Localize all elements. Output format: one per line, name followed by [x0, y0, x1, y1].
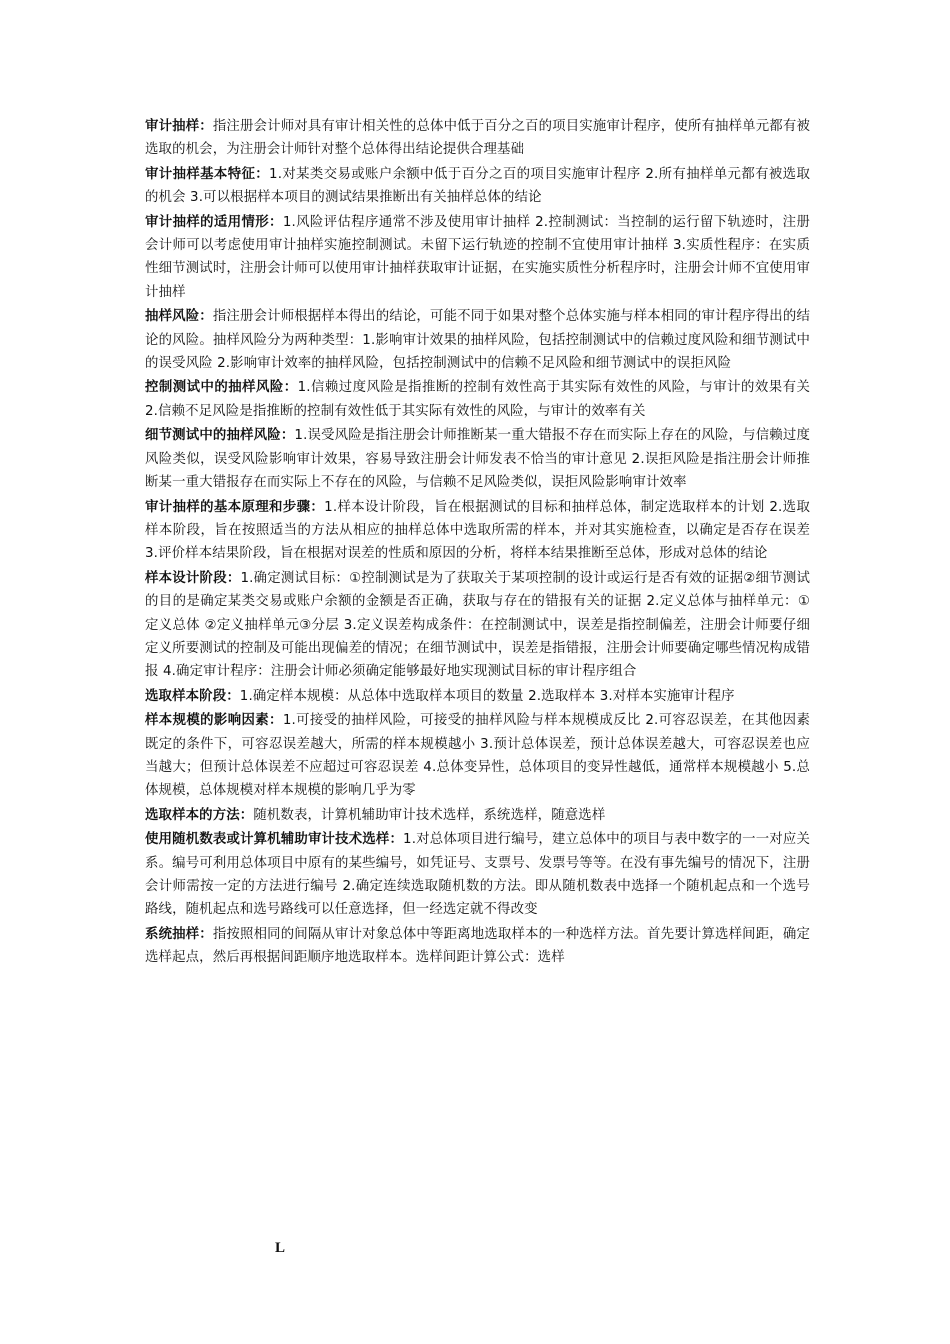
paragraph-random-number-selection [145, 828, 810, 922]
paragraph-text: 指注册会计师对具有审计相关性的总体中低于百分之百的项目实施审计程序，使所有抽样单元都有被选取的机会，为注册会计师针对整个总体得出结论提供合理基础 [145, 119, 810, 158]
paragraph-applicable-cases [145, 211, 810, 305]
paragraph-sample-design [145, 567, 810, 684]
paragraph-term: 审计抽样基本特征： [145, 166, 270, 182]
paragraph-text: 1.可接受的抽样风险，可接受的抽样风险与样本规模成反比 2.可容忍误差，在其他因素既定的条件下，可容忍误差越大，所需的样本规模越小 3.预计总体误差，预计总体误差越大，可容忍误差也应当越大；但预计总体误差不应超过可容忍误差 4.总体变异性，总体项目的变异性越低，通常样本规模越小 5.总体规模，总体规模对样本规模的影响几乎为零 [145, 713, 810, 799]
paragraph-term: 抽样风险： [145, 309, 213, 325]
paragraph-systematic-sampling [145, 923, 810, 970]
paragraph-term: 审计抽样的基本原理和步骤： [145, 499, 325, 515]
paragraph-audit-sampling [145, 115, 810, 162]
paragraph-text: 1.确定测试目标：①控制测试是为了获取关于某项控制的设计或运行是否有效的证据②细节测试的目的是确定某类交易或账户余额的金额是否正确，获取与存在的错报有关的证据 2.定义总体与抽样单元：①定义总体 ②定义抽样单元③分层 3.定义误差构成条件：在控制测试中，误差是指控制偏差，注册会计师要仔细定义所要测试的控制及可能出现偏差的情况；在细节测试中，误差是指错报，注册会计师要确定哪些情况构成错报 4.确定审计程序：注册会计师必须确定能够最好地实现测试目标的审计程序组合 [145, 570, 810, 680]
paragraph-text: 1.误受风险是指注册会计师推断某一重大错报不存在而实际上存在的风险，与信赖过度风险类似，误受风险影响审计效果，容易导致注册会计师发表不恰当的审计意见 2.误拒风险是指注册会计师推断某一重大错报存在而实际上不存在的风险，与信赖不足风险类似，误拒风险影响审计效率 [145, 428, 810, 491]
paragraph-term: 样本设计阶段： [145, 570, 241, 586]
paragraph-control-test-risk [145, 376, 810, 423]
paragraph-term: 控制测试中的抽样风险： [145, 380, 298, 396]
paragraph-text: 1.样本设计阶段，旨在根据测试的目标和抽样总体，制定选取样本的计划 2.选取样本阶段，旨在按照适当的方法从相应的抽样总体中选取所需的样本，并对其实施检查，以确定是否存在误差 3.评价样本结果阶段，旨在根据对误差的性质和原因的分析，将样本结果推断至总体，形成对总体的结论 [145, 499, 810, 562]
paragraph-detail-test-risk [145, 424, 810, 494]
paragraph-text: 指注册会计师根据样本得出的结论，可能不同于如果对整个总体实施与样本相同的审计程序得出的结论的风险。抽样风险分为两种类型：1.影响审计效果的抽样风险，包括控制测试中的信赖过度风险和细节测试中的误受风险 2.影响审计效率的抽样风险，包括控制测试中的信赖不足风险和细节测试中的误拒风险 [145, 309, 810, 372]
paragraph-term: 样本规模的影响因素： [145, 713, 283, 729]
paragraph-term: 细节测试中的抽样风险： [145, 428, 295, 444]
paragraph-term: 选取样本的方法： [145, 807, 254, 823]
paragraph-term: 使用随机数表或计算机辅助审计技术选样： [145, 832, 404, 848]
paragraph-sample-selection [145, 685, 810, 708]
paragraph-term: 选取样本阶段： [145, 688, 240, 704]
document-body [145, 115, 810, 971]
paragraph-basic-features [145, 163, 810, 210]
paragraph-sample-size-factors [145, 709, 810, 803]
paragraph-principles-steps [145, 496, 810, 566]
paragraph-text: 指按照相同的间隔从审计对象总体中等距离地选取样本的一种选样方法。首先要计算选样间距，确定选样起点，然后再根据间距顺序地选取样本。选样间距计算公式：选样 [145, 926, 810, 966]
paragraph-text: 1.对总体项目进行编号，建立总体中的项目与表中数字的一一对应关系。编号可利用总体项目中原有的某些编号，如凭证号、支票号、发票号等等。在没有事先编号的情况下，注册会计师需按一定的方法进行编号 2.确定连续选取随机数的方法。即从随机数表中选择一个随机起点和一个选号路线，随机起点和选号路线可以任意选择，但一经选定就不得改变 [145, 832, 810, 918]
paragraph-text: 1.信赖过度风险是指推断的控制有效性高于其实际有效性的风险，与审计的效果有关 2.信赖不足风险是指推断的控制有效性低于其实际有效性的风险，与审计的效率有关 [145, 380, 810, 419]
paragraph-text: 1.对某类交易或账户余额中低于百分之百的项目实施审计程序 2.所有抽样单元都有被选取的机会 3.可以根据样本项目的测试结果推断出有关抽样总体的结论 [145, 166, 811, 206]
paragraph-term: 审计抽样的适用情形： [145, 214, 283, 230]
paragraph-term: 审计抽样： [145, 119, 213, 134]
paragraph-term: 系统抽样： [145, 926, 213, 942]
paragraph-sampling-risk [145, 305, 810, 375]
paragraph-text: 随机数表，计算机辅助审计技术选样，系统选样，随意选样 [253, 807, 606, 823]
paragraph-text: 1.风险评估程序通常不涉及使用审计抽样 2.控制测试：当控制的运行留下轨迹时，注册会计师可以考虑使用审计抽样实施控制测试。未留下运行轨迹的控制不宜使用审计抽样 3.实质性程序：在实质性细节测试时，注册会计师可以使用审计抽样获取审计证据，在实施实质性分析程序时，注册会计师不宜使用审计抽样 [145, 214, 810, 300]
footer-mark: L [275, 1240, 286, 1256]
paragraph-text: 1.确定样本规模：从总体中选取样本项目的数量 2.选取样本 3.对样本实施审计程序 [239, 688, 735, 704]
paragraph-selection-methods [145, 804, 810, 827]
